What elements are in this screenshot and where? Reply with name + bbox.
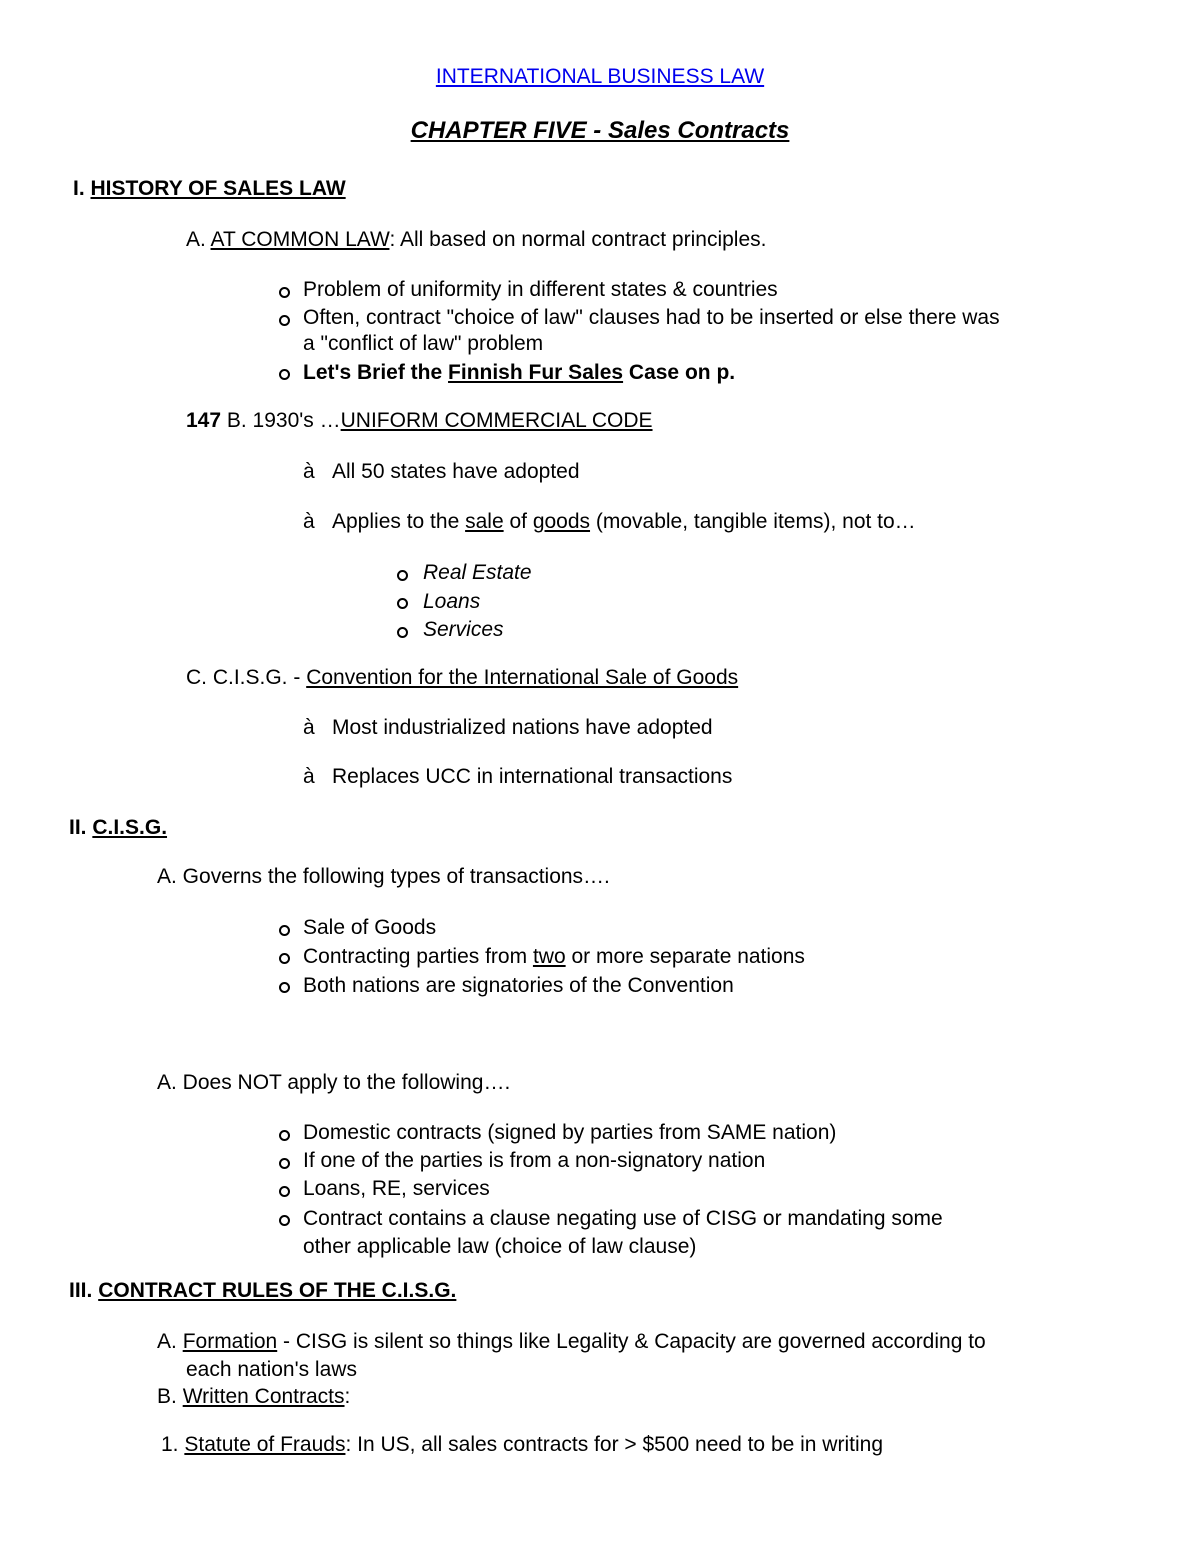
- list-item: [303, 944, 805, 970]
- circle-bullet-icon: [279, 1215, 290, 1226]
- list-item: Domestic contracts (signed by parties from SAME nation): [303, 1121, 837, 1144]
- list-item-continuation: other applicable law (choice of law clause): [303, 1235, 697, 1258]
- section-3-b: [157, 1384, 350, 1410]
- circle-bullet-icon: [279, 953, 290, 964]
- ucc-label: UNIFORM COMMERCIAL CODE: [340, 409, 653, 432]
- arrow-bullet-icon: à: [303, 510, 315, 533]
- list-item: Replaces UCC in international transactions: [332, 765, 733, 788]
- text-span: or more separate nations: [565, 945, 805, 968]
- list-item: Contract contains a clause negating use of CISG or mandating some: [303, 1207, 943, 1230]
- circle-bullet-icon: [279, 287, 290, 298]
- two-word: two: [532, 945, 566, 968]
- section-1-heading: [73, 176, 346, 202]
- section-3-number: III.: [69, 1279, 99, 1302]
- section-3-a: [157, 1329, 986, 1355]
- circle-bullet-icon: [397, 627, 408, 638]
- item-prefix: B. 1930's …: [221, 409, 341, 432]
- common-law-text: : All based on normal contract principles.: [389, 228, 767, 251]
- section-2-heading: [69, 815, 167, 841]
- list-item: [332, 509, 916, 535]
- circle-bullet-icon: [279, 1130, 290, 1141]
- circle-bullet-icon: [397, 570, 408, 581]
- section-1-a: [186, 227, 766, 253]
- chapter-heading: CHAPTER FIVE - Sales Contracts: [410, 117, 790, 144]
- section-3-title: CONTRACT RULES OF THE C.I.S.G.: [98, 1279, 457, 1302]
- circle-bullet-icon: [397, 598, 408, 609]
- list-item: Both nations are signatories of the Convention: [303, 974, 734, 997]
- page-number: 147: [186, 409, 222, 432]
- brief-suffix: Case on p.: [623, 361, 736, 384]
- cisg-label: Convention for the International Sale of Goods: [306, 666, 739, 689]
- title-link[interactable]: INTERNATIONAL BUSINESS LAW: [435, 65, 765, 88]
- item-prefix: C. C.I.S.G. -: [186, 666, 307, 689]
- section-2-number: II.: [69, 816, 93, 839]
- circle-bullet-icon: [279, 369, 290, 380]
- brief-case-item: [303, 360, 735, 386]
- written-contracts-label: Written Contracts: [182, 1385, 345, 1408]
- list-item: Sale of Goods: [303, 916, 437, 939]
- section-2-title: C.I.S.G.: [92, 816, 168, 839]
- brief-prefix: Let's Brief the: [303, 361, 449, 384]
- list-item: Often, contract "choice of law" clauses had to be inserted or else there was: [303, 306, 1000, 329]
- text-span: (movable, tangible items), not to…: [590, 510, 916, 533]
- arrow-bullet-icon: à: [303, 716, 315, 739]
- statute-text: : In US, all sales contracts for > $500 need to be in writing: [345, 1433, 883, 1456]
- section-1-number: I.: [73, 177, 91, 200]
- list-item: Loans, RE, services: [303, 1177, 490, 1200]
- circle-bullet-icon: [279, 1158, 290, 1169]
- section-1-b: [186, 408, 653, 434]
- statute-of-frauds-label: Statute of Frauds: [184, 1433, 346, 1456]
- section-3-b-1: [161, 1432, 883, 1458]
- list-item: Real Estate: [423, 561, 532, 584]
- list-item: If one of the parties is from a non-signatory nation: [303, 1149, 766, 1172]
- formation-text: - CISG is silent so things like Legality & Capacity are governed according to: [277, 1330, 986, 1353]
- common-law-label: AT COMMON LAW: [210, 228, 390, 251]
- section-2-not-apply: A. Does NOT apply to the following….: [157, 1071, 511, 1094]
- list-item: Most industrialized nations have adopted: [332, 716, 713, 739]
- circle-bullet-icon: [279, 925, 290, 936]
- text-span: :: [344, 1385, 351, 1408]
- circle-bullet-icon: [279, 982, 290, 993]
- section-1-c: [186, 665, 738, 691]
- item-prefix: B.: [157, 1385, 183, 1408]
- document-title: [0, 64, 1200, 90]
- item-prefix: A.: [186, 228, 211, 251]
- list-item: Services: [423, 618, 504, 641]
- sale-word: sale: [465, 510, 504, 533]
- section-3-heading: [69, 1278, 456, 1304]
- item-prefix: 1.: [161, 1433, 185, 1456]
- section-1-title: HISTORY OF SALES LAW: [90, 177, 346, 200]
- list-item: Loans: [423, 590, 481, 613]
- list-item: Problem of uniformity in different states & countries: [303, 278, 778, 301]
- goods-word: goods: [532, 510, 591, 533]
- case-name: Finnish Fur Sales: [448, 361, 624, 384]
- circle-bullet-icon: [279, 315, 290, 326]
- text-span: of: [503, 510, 533, 533]
- item-prefix: A.: [157, 1330, 183, 1353]
- list-item-continuation: a "conflict of law" problem: [303, 332, 544, 355]
- text-span: Applies to the: [332, 510, 466, 533]
- circle-bullet-icon: [279, 1186, 290, 1197]
- section-3-a-continuation: each nation's laws: [186, 1358, 357, 1381]
- text-span: Contracting parties from: [303, 945, 533, 968]
- list-item: All 50 states have adopted: [332, 460, 580, 483]
- formation-label: Formation: [182, 1330, 278, 1353]
- arrow-bullet-icon: à: [303, 460, 315, 483]
- arrow-bullet-icon: à: [303, 765, 315, 788]
- section-2-a: A. Governs the following types of transactions….: [157, 865, 610, 888]
